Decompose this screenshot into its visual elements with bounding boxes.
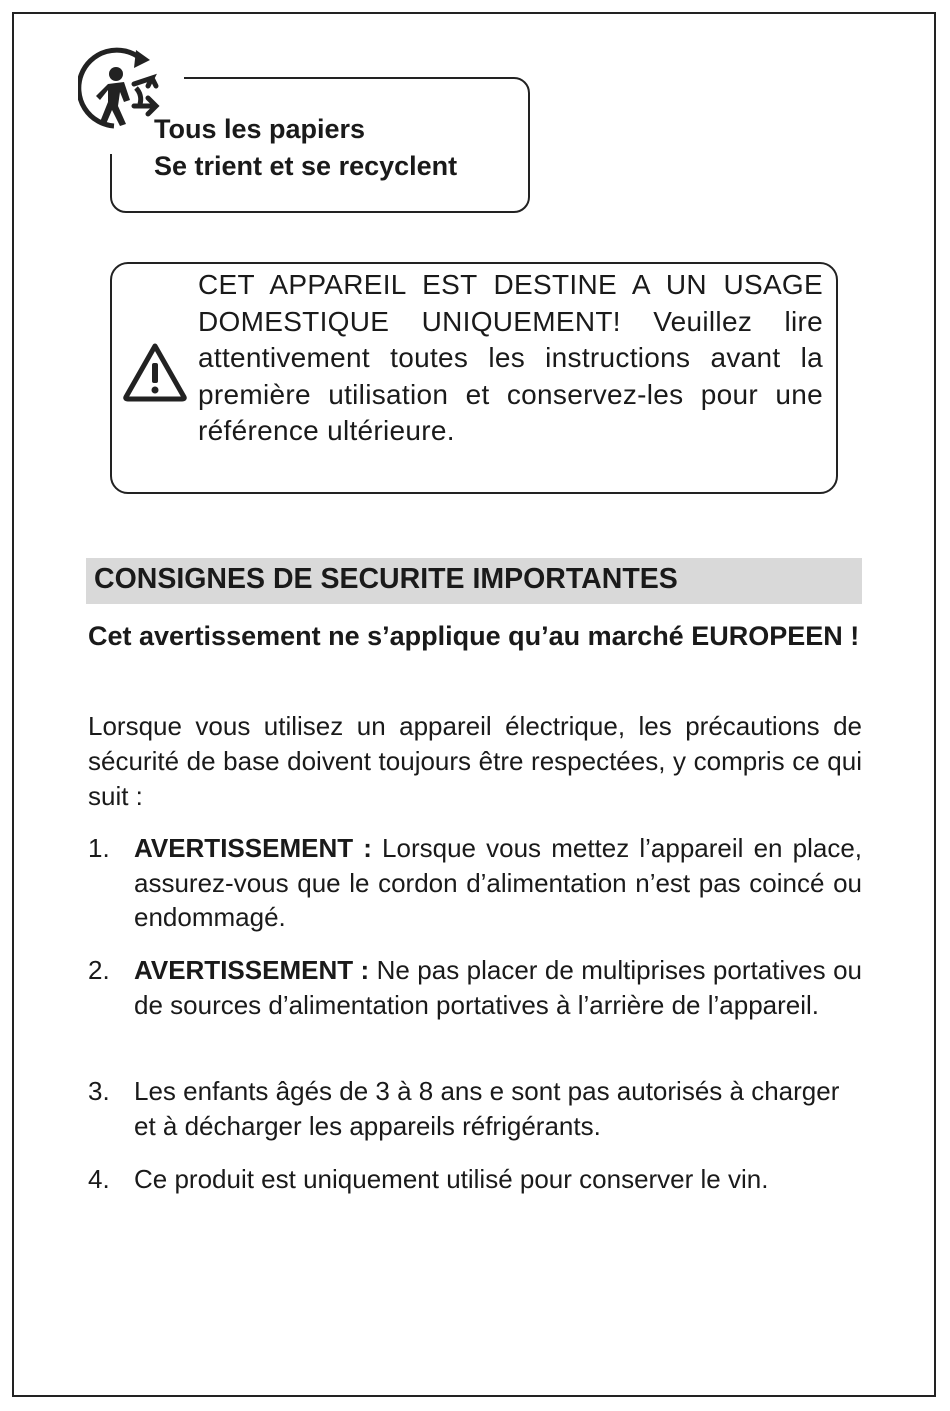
- eu-notice: Cet avertissement ne s’applique qu’au marché EUROPEEN !: [88, 621, 860, 651]
- item-text: Ce produit est uniquement utilisé pour conserver le vin.: [134, 1164, 769, 1194]
- list-item: [88, 1162, 862, 1197]
- section-header: [86, 558, 862, 604]
- item-number: 1.: [88, 833, 110, 863]
- recycling-line-1: Tous les papiers: [154, 114, 366, 144]
- item-label: AVERTISSEMENT :: [134, 833, 372, 863]
- item-number: 3.: [88, 1076, 110, 1106]
- item-text: Lorsque vous mettez l’appareil en place, assurez-vous que le cordon d’alimentation n’est pas coincé ou endommagé.: [134, 833, 863, 932]
- item-body: [134, 953, 862, 1022]
- item-number: 2.: [88, 955, 110, 985]
- list-item: [88, 953, 862, 1022]
- warning-text: CET APPAREIL EST DESTINE A UN USAGE DOMESTIQUE UNIQUEMENT! Veuillez lire attentivement toutes les instructions avant la première utilisation et conservez-les pour une référence ultérieure.: [198, 269, 823, 446]
- item-number: 4.: [88, 1164, 110, 1194]
- recycling-text: [154, 111, 457, 185]
- item-label: AVERTISSEMENT :: [134, 955, 370, 985]
- item-body: [134, 831, 862, 935]
- list-item: [88, 831, 862, 935]
- intro-paragraph: Lorsque vous utilisez un appareil électrique, les précautions de sécurité de base doivent toujours être respectées, y compris ce qui suit :: [88, 711, 862, 811]
- warning-triangle-icon: [122, 341, 188, 403]
- section-title: CONSIGNES DE SECURITE IMPORTANTES: [94, 563, 678, 595]
- list-item: [88, 1074, 862, 1143]
- item-text: Les enfants âgés de 3 à 8 ans e sont pas autorisés à charger et à décharger les appareils réfrigérants.: [134, 1076, 840, 1141]
- recycling-line-2: Se trient et se recyclent: [154, 151, 458, 181]
- item-text: Ne pas placer de multiprises portatives ou de sources d’alimentation portatives à l’arrière de l’appareil.: [134, 955, 862, 1020]
